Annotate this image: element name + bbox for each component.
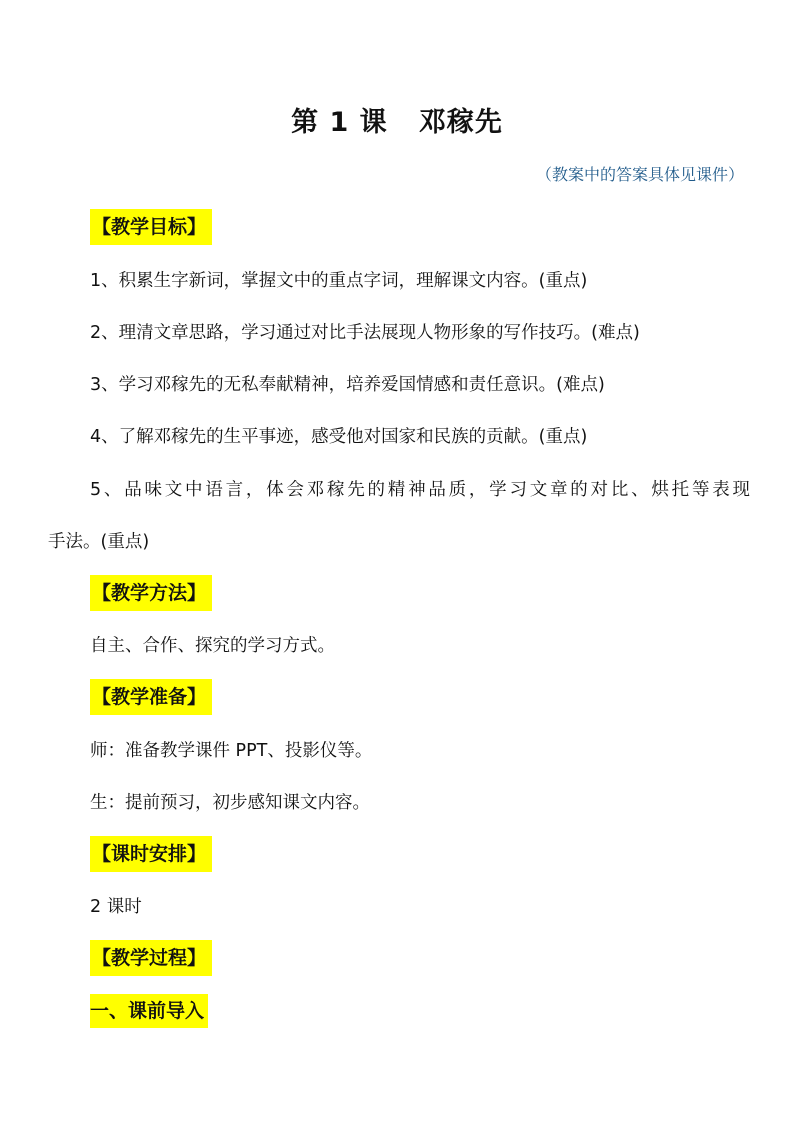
process-section-1: 一、课前导入 bbox=[90, 994, 208, 1028]
heading-objectives: 【教学目标】 bbox=[90, 209, 212, 245]
answer-note: （教案中的答案具体见课件） bbox=[535, 165, 744, 184]
heading-schedule: 【课时安排】 bbox=[90, 836, 212, 872]
objective-item-4: 4、了解邓稼先的生平事迹，感受他对国家和民族的贡献。(重点) bbox=[90, 427, 588, 447]
heading-methods: 【教学方法】 bbox=[90, 575, 212, 611]
preparation-teacher: 师：准备教学课件 PPT、投影仪等。 bbox=[90, 741, 373, 761]
objective-item-3: 3、学习邓稼先的无私奉献精神，培养爱国情感和责任意识。(难点) bbox=[90, 375, 605, 395]
objective-item-1: 1、积累生字新词，掌握文中的重点字词，理解课文内容。(重点) bbox=[90, 271, 588, 291]
heading-process: 【教学过程】 bbox=[90, 940, 212, 976]
preparation-student: 生：提前预习，初步感知课文内容。 bbox=[90, 793, 370, 813]
objective-item-5: 5、品味文中语言，体会邓稼先的精神品质，学习文章的对比、烘托等表现 bbox=[90, 480, 750, 500]
objective-item-2: 2、理清文章思路，学习通过对比手法展现人物形象的写作技巧。(难点) bbox=[90, 323, 640, 343]
page-title: 第 1 课 邓稼先 bbox=[291, 107, 503, 138]
objective-item-5-continued: 手法。(重点) bbox=[48, 532, 150, 552]
heading-preparation: 【教学准备】 bbox=[90, 679, 212, 715]
schedule-text: 2 课时 bbox=[90, 897, 142, 917]
methods-text: 自主、合作、探究的学习方式。 bbox=[90, 636, 335, 656]
